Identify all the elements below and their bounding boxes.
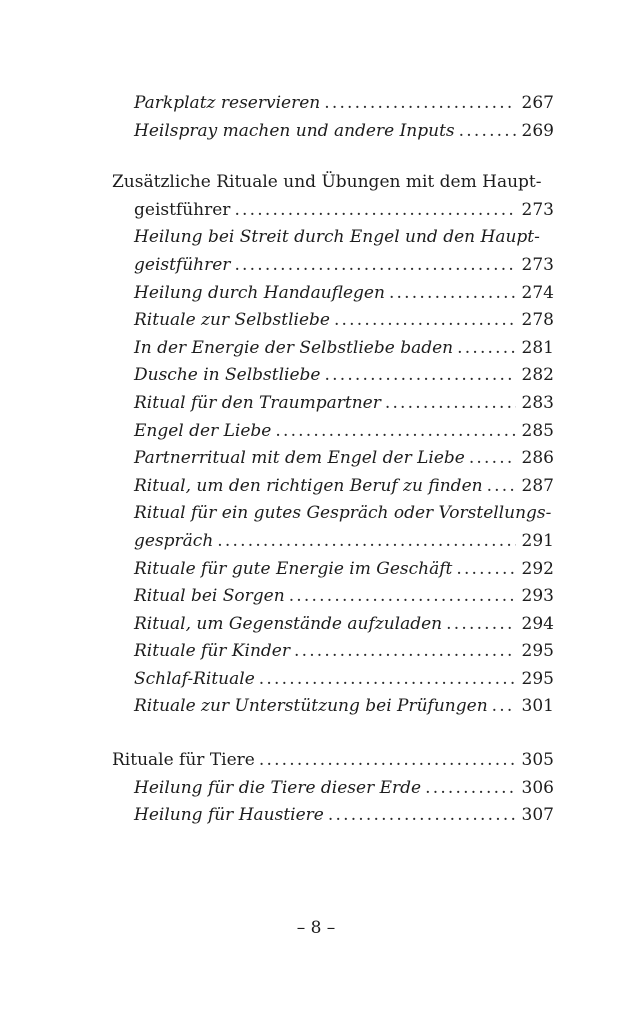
toc-entry — [112, 307, 554, 335]
toc-entry-page: 292 — [521, 558, 554, 579]
dot-leader — [234, 252, 515, 280]
toc-entry-page: 281 — [521, 337, 554, 358]
toc-entry — [112, 473, 554, 501]
toc-entry — [112, 118, 554, 146]
toc-entry-label: Heilung für Haustiere — [134, 805, 324, 826]
toc-entry-label: Rituale zur Unterstützung bei Prüfungen — [134, 696, 488, 717]
toc-entry — [112, 445, 554, 473]
dot-leader — [328, 802, 516, 830]
toc-entry — [112, 693, 554, 721]
toc-entry-page: 287 — [521, 475, 554, 496]
toc-entry — [112, 556, 554, 584]
dot-leader — [389, 280, 516, 308]
toc-entry — [112, 802, 554, 830]
toc-entry-label: Ritual, um den richtigen Beruf zu finden — [134, 475, 483, 496]
toc-entry — [112, 611, 554, 639]
toc-entry-page: 307 — [521, 805, 554, 826]
table-of-contents — [112, 90, 554, 830]
toc-entry-label: geistführer — [134, 254, 231, 275]
toc-entry-line1 — [112, 224, 554, 252]
toc-entry-page: 273 — [521, 254, 554, 275]
toc-entry-label: Ritual, um Gegenstände aufzuladen — [134, 613, 443, 634]
toc-entry-label: In der Energie der Selbstliebe baden — [134, 337, 454, 358]
toc-heading-page: 273 — [521, 199, 554, 220]
dot-leader — [217, 528, 515, 556]
toc-entry-page: 283 — [521, 392, 554, 413]
toc-entry — [112, 90, 554, 118]
dot-leader — [459, 118, 516, 146]
toc-entry — [112, 390, 554, 418]
toc-entry-label: Rituale zur Selbstliebe — [134, 310, 330, 331]
dot-leader — [469, 445, 516, 473]
dot-leader — [385, 390, 516, 418]
toc-entry-label: Rituale für Kinder — [134, 641, 290, 662]
toc-entry-page: 285 — [521, 420, 554, 441]
toc-entry-label: Parkplatz reservieren — [134, 93, 321, 113]
dot-leader — [234, 197, 515, 225]
toc-entry — [112, 252, 554, 280]
toc-entry — [112, 335, 554, 363]
toc-entry-line1 — [112, 500, 554, 528]
toc-entry-page: 267 — [521, 93, 554, 113]
toc-entry-label: Schlaf-Rituale — [134, 668, 255, 689]
toc-entry-label: Engel der Liebe — [134, 420, 272, 441]
toc-heading-label: Rituale für Tiere — [112, 750, 255, 771]
toc-heading-line2: geistführer — [134, 199, 231, 220]
toc-heading-page: 305 — [521, 750, 554, 771]
toc-entry-page: 286 — [521, 448, 554, 469]
dot-leader — [259, 747, 516, 775]
dot-leader — [334, 307, 516, 335]
dot-leader — [324, 90, 515, 118]
toc-entry — [112, 418, 554, 446]
toc-entry-label: Rituale für gute Energie im Geschäft — [134, 558, 453, 579]
toc-entry — [112, 666, 554, 694]
toc-entry-page: 269 — [521, 120, 554, 141]
section-gap — [112, 145, 554, 169]
toc-entry-label: Partnerritual mit dem Engel der Liebe — [134, 448, 465, 469]
toc-entry-page: 274 — [521, 282, 554, 303]
toc-entry — [112, 280, 554, 308]
dot-leader — [259, 666, 516, 694]
toc-entry — [112, 583, 554, 611]
toc-entry-label: Ritual bei Sorgen — [134, 586, 285, 607]
toc-section-heading-cont — [112, 197, 554, 225]
dot-leader — [325, 362, 516, 390]
toc-section-heading — [112, 169, 554, 197]
toc-entry-page: 278 — [521, 310, 554, 331]
toc-entry-label: Dusche in Selbstliebe — [134, 365, 321, 386]
toc-entry-page: 291 — [521, 530, 554, 551]
toc-entry — [112, 775, 554, 803]
dot-leader — [456, 556, 515, 584]
toc-entry-label: Heilspray machen und andere Inputs — [134, 120, 455, 141]
toc-entry-page: 295 — [521, 668, 554, 689]
toc-entry-page: 301 — [521, 696, 554, 717]
toc-entry — [112, 638, 554, 666]
page-number: – 8 – — [296, 918, 336, 938]
toc-entry-label-line1: Heilung bei Streit durch Engel und den Haupt- — [134, 227, 540, 248]
toc-entry-page: 295 — [521, 641, 554, 662]
toc-heading-line1: Zusätzliche Rituale und Übungen mit dem Haupt- — [112, 172, 542, 193]
toc-entry-label: Ritual für den Traumpartner — [134, 392, 381, 413]
dot-leader — [289, 583, 516, 611]
dot-leader — [446, 611, 515, 639]
section-gap — [112, 721, 554, 747]
dot-leader — [294, 638, 516, 666]
dot-leader — [275, 418, 515, 446]
dot-leader — [457, 335, 515, 363]
toc-entry-label: gespräch — [134, 530, 214, 551]
toc-entry-page: 293 — [521, 586, 554, 607]
toc-section-heading — [112, 747, 554, 775]
toc-entry-page: 306 — [521, 777, 554, 798]
toc-entry — [112, 528, 554, 556]
dot-leader — [492, 693, 516, 721]
dot-leader — [425, 775, 515, 803]
toc-entry-label-line1: Ritual für ein gutes Gespräch oder Vorstellungs- — [134, 503, 552, 524]
toc-entry-page: 282 — [521, 365, 554, 386]
toc-entry-label: Heilung durch Handauflegen — [134, 282, 385, 303]
dot-leader — [487, 473, 516, 501]
toc-entry — [112, 362, 554, 390]
toc-entry-page: 294 — [521, 613, 554, 634]
toc-entry-label: Heilung für die Tiere dieser Erde — [134, 777, 422, 798]
